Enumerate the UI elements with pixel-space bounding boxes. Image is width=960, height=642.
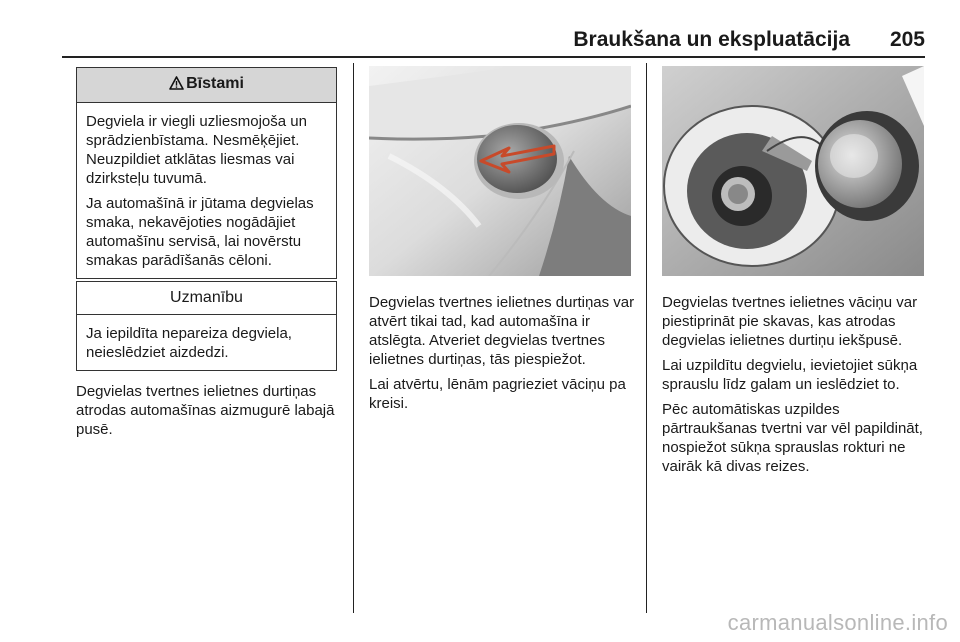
danger-box-body bbox=[77, 103, 336, 278]
caution-paragraph: Ja iepildīta nepareiza degviela, neieslēdziet aizdedzi. bbox=[86, 325, 292, 361]
right-column-text bbox=[662, 293, 930, 482]
danger-box bbox=[76, 67, 337, 279]
danger-paragraph: Degviela ir viegli uzliesmojoša un sprādzienbīstama. Nesmēķējiet. Neuzpildiet atklātas liesmas vai dzirksteļu tuvumā. bbox=[86, 113, 307, 187]
caution-box-body bbox=[77, 315, 336, 370]
body-paragraph: Degvielas tvertnes ielietnes durtiņas var atvērt tikai tad, kad automašīna ir atslēgta. Atveriet degvielas tvertnes ielietnes durtiņas, tās piespiežot. bbox=[369, 294, 635, 368]
column-divider bbox=[646, 63, 647, 613]
body-paragraph: Degvielas tvertnes ielietnes vāciņu var piestiprināt pie skavas, kas atrodas degvielas ielietnes durtiņu iekšpusē. bbox=[662, 294, 918, 349]
middle-column-text bbox=[369, 293, 637, 419]
fuel-cap-photo bbox=[662, 66, 924, 276]
body-paragraph: Lai uzpildītu degvielu, ievietojiet sūkņa sprauslu līdz galam un ieslēdziet to. bbox=[662, 357, 918, 393]
danger-paragraph: Ja automašīnā ir jūtama degvielas smaka, nekavējoties nogādājiet automašīnu servisā, lai novērstu smakas parādīšanās cēloni. bbox=[86, 195, 314, 269]
body-paragraph: Lai atvērtu, lēnām pagrieziet vāciņu pa kreisi. bbox=[369, 376, 626, 412]
warning-triangle-icon bbox=[169, 76, 184, 95]
caution-box bbox=[76, 281, 337, 371]
fuel-door-photo bbox=[369, 66, 631, 276]
column-divider bbox=[353, 63, 354, 613]
left-column-text bbox=[76, 382, 346, 445]
body-paragraph: Pēc automātiskas uzpildes pārtraukšanas tvertni var vēl papildināt, nospiežot sūkņa sprauslas rokturi ne vairāk kā divas reizes. bbox=[662, 401, 923, 475]
footer-watermark: carmanualsonline.info bbox=[727, 610, 948, 635]
page-number: 205 bbox=[889, 28, 925, 51]
caution-box-header bbox=[77, 282, 336, 315]
page-header-title: Braukšana un ekspluatācija bbox=[573, 28, 850, 51]
body-paragraph: Degvielas tvertnes ielietnes durtiņas atrodas automašīnas aizmugurē labajā pusē. bbox=[76, 383, 335, 438]
danger-box-heading: Bīstami bbox=[186, 75, 244, 92]
caution-box-heading: Uzmanību bbox=[170, 289, 243, 306]
header-rule bbox=[62, 56, 925, 58]
danger-box-header bbox=[77, 68, 336, 103]
